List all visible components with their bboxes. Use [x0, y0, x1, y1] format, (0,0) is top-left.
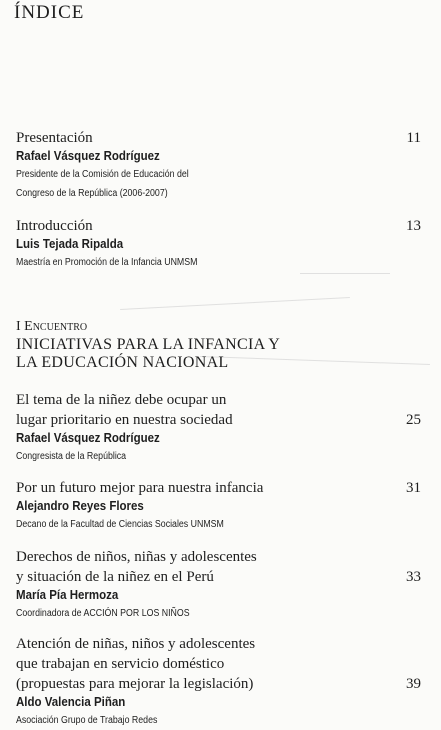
entry-title: Introducción	[16, 218, 93, 234]
toc-entry-introduccion	[16, 216, 421, 272]
toc-entry-presentacion	[16, 128, 421, 203]
entry-role: Maestría en Promoción de la Infancia UNMSM	[16, 257, 198, 268]
toc-entry	[16, 390, 421, 466]
scan-artifact	[300, 273, 390, 274]
toc-entry	[16, 478, 421, 534]
section-label: I Encuentro	[16, 319, 88, 334]
entry-role: Coordinadora de ACCIÓN POR LOS NIÑOS	[16, 608, 190, 619]
section-title-line: INICIATIVAS PARA LA INFANCIA Y	[16, 336, 281, 353]
page-number: 33	[406, 569, 421, 585]
entry-role: Congreso de la República (2006-2007)	[16, 188, 168, 199]
entry-author: Aldo Valencia Piñan	[16, 695, 126, 709]
entry-author: Rafael Vásquez Rodríguez	[16, 431, 160, 445]
entry-author: Luis Tejada Ripalda	[16, 237, 124, 251]
page-number: 31	[406, 480, 421, 496]
entry-title-line: y situación de la niñez en el Perú	[16, 569, 214, 585]
scan-artifact	[120, 297, 350, 310]
entry-title-line: que trabajan en servicio doméstico	[16, 656, 225, 672]
entry-role: Presidente de la Comisión de Educación del	[16, 169, 189, 180]
page-number: 13	[406, 218, 421, 234]
entry-title-line: lugar prioritario en nuestra sociedad	[16, 412, 233, 428]
entry-role: Congresista de la República	[16, 451, 127, 462]
entry-author: Rafael Vásquez Rodríguez	[16, 149, 160, 163]
section-title-line: LA EDUCACIÓN NACIONAL	[16, 354, 229, 371]
page-title: ÍNDICE	[14, 2, 85, 23]
page-number: 25	[406, 412, 421, 428]
entry-author: María Pía Hermoza	[16, 588, 119, 602]
page-number: 39	[406, 676, 421, 692]
entry-title-line: Derechos de niños, niñas y adolescentes	[16, 549, 257, 565]
entry-title-line: El tema de la niñez debe ocupar un	[16, 392, 227, 408]
entry-title-line: Por un futuro mejor para nuestra infancia	[16, 480, 264, 496]
section-heading	[16, 318, 280, 372]
entry-title-line: Atención de niñas, niños y adolescentes	[16, 636, 256, 652]
entry-role: Asociación Grupo de Trabajo Redes	[16, 715, 158, 726]
entry-role: Decano de la Facultad de Ciencias Sociales UNMSM	[16, 519, 224, 530]
toc-entry	[16, 547, 421, 623]
toc-entry	[16, 634, 421, 730]
page-number: 11	[406, 130, 421, 146]
entry-title-line: (propuestas para mejorar la legislación)	[16, 676, 254, 692]
entry-title: Presentación	[16, 130, 93, 146]
entry-author: Alejandro Reyes Flores	[16, 499, 144, 513]
